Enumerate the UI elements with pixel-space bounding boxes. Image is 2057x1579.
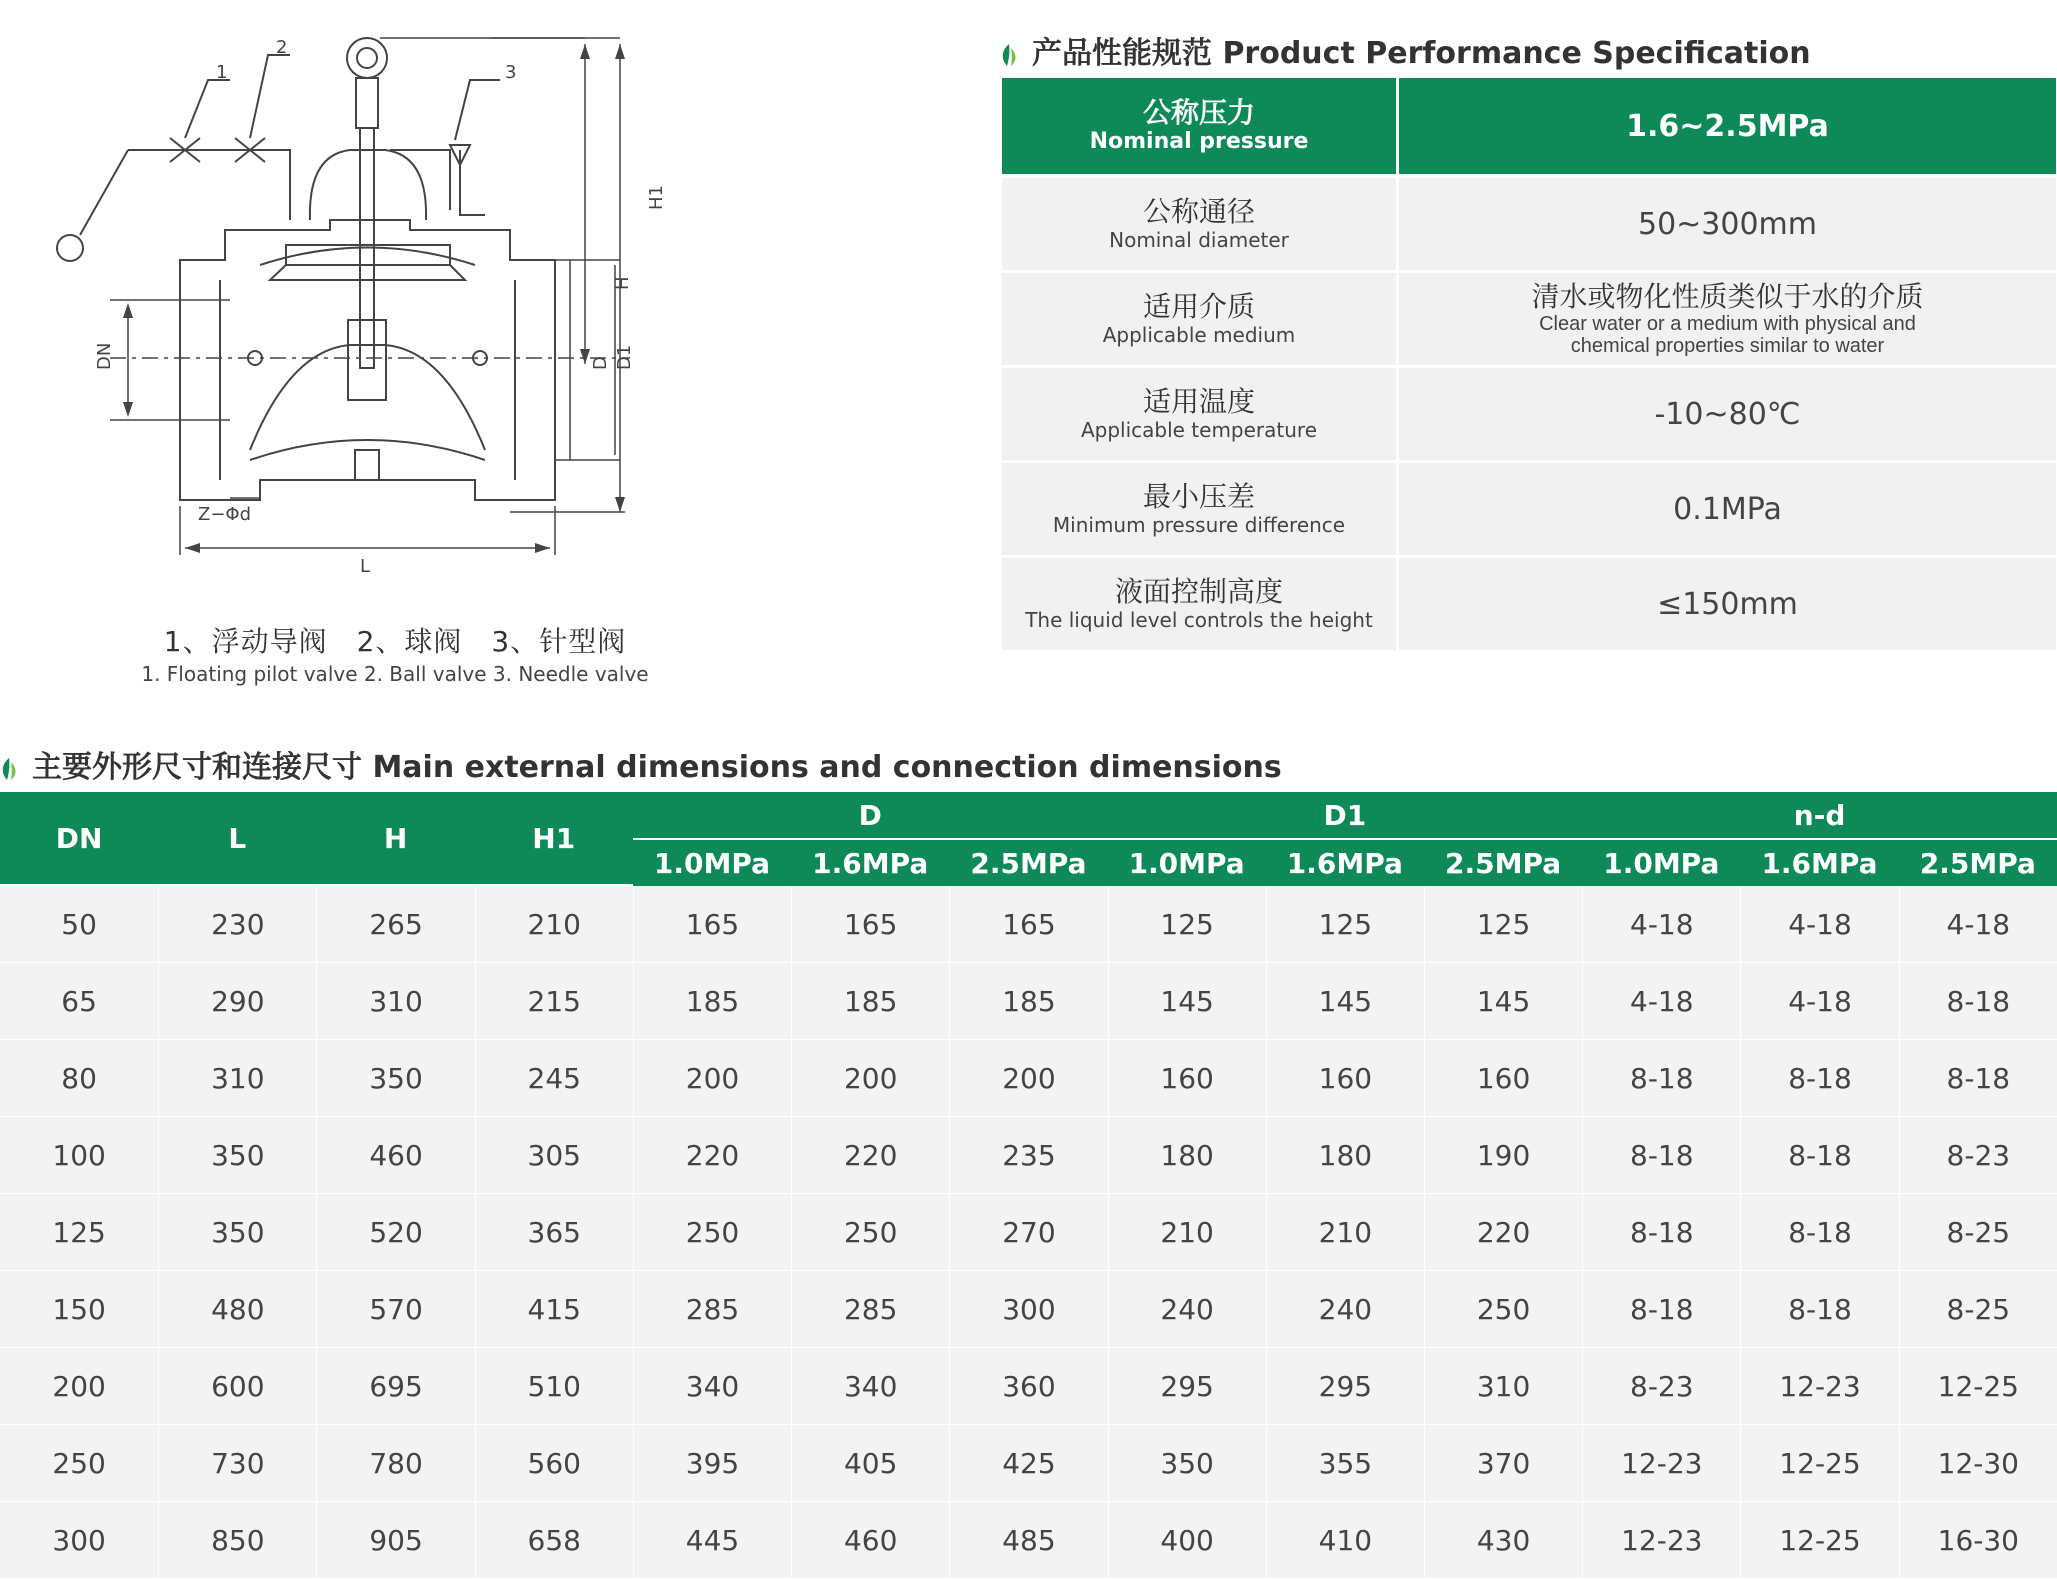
sub-header: 2.5MPa [1899,840,2057,886]
spec-label [1002,558,1396,650]
table-cell: 240 [1266,1271,1424,1348]
valve-body [180,220,555,500]
table-cell: 145 [1424,963,1582,1040]
table-cell: 210 [1266,1194,1424,1271]
table-cell: 360 [949,1348,1107,1425]
table-cell: 370 [1424,1425,1582,1502]
callout-2: 2 [276,37,288,58]
table-cell: 165 [791,886,949,963]
table-cell: 12-30 [1899,1425,2057,1502]
table-cell: 8-18 [1740,1271,1898,1348]
table-row [0,1117,2057,1194]
label-en: Nominal diameter [1109,228,1289,253]
table-cell: 100 [0,1117,158,1194]
dim-label-l: L [360,556,371,577]
spec-title-text: 产品性能规范 Product Performance Specification [1032,36,1811,71]
table-cell: 425 [949,1425,1107,1502]
table-cell: 185 [791,963,949,1040]
value-text: 0.1MPa [1673,491,1782,527]
table-cell: 200 [0,1348,158,1425]
lifting-ring [347,38,387,78]
table-cell: 8-18 [1740,1040,1898,1117]
table-cell: 160 [1108,1040,1266,1117]
dim-title-text: 主要外形尺寸和连接尺寸 Main external dimensions and connection dimensions [32,750,1282,785]
spec-value [1399,463,2056,555]
dimensions-table [0,792,2057,1579]
spec-label [1002,463,1396,555]
table-cell: 415 [475,1271,633,1348]
diagram-caption [120,620,670,686]
table-row [0,886,2057,963]
table-cell: 510 [475,1348,633,1425]
dim-label-d: D [590,356,611,370]
table-cell: 730 [158,1425,316,1502]
table-cell: 400 [1108,1502,1266,1579]
table-cell: 570 [316,1271,474,1348]
sub-header: 1.6MPa [791,840,949,886]
table-cell: 145 [1266,963,1424,1040]
table-cell: 4-18 [1740,963,1898,1040]
table-cell: 658 [475,1502,633,1579]
table-cell: 250 [633,1194,791,1271]
table-cell: 235 [949,1117,1107,1194]
table-cell: 210 [1108,1194,1266,1271]
group-n-d: n-d [1582,792,2057,840]
label-en: The liquid level controls the height [1025,608,1373,633]
value-en-line-2: chemical properties similar to water [1570,335,1885,358]
valve-drawing [50,20,750,590]
table-cell: 8-23 [1582,1348,1740,1425]
spec-value [1399,558,2056,650]
label-en: Minimum pressure difference [1052,513,1346,538]
table-cell: 215 [475,963,633,1040]
table-cell: 560 [475,1425,633,1502]
table-cell: 220 [791,1117,949,1194]
table-cell: 125 [1108,886,1266,963]
table-cell: 200 [791,1040,949,1117]
dim-label-z-d: Z−Φd [198,504,252,525]
table-cell: 8-18 [1582,1194,1740,1271]
spec-row [1002,273,2056,365]
table-cell: 12-23 [1582,1425,1740,1502]
table-cell: 220 [1424,1194,1582,1271]
spec-row [1002,463,2056,555]
table-cell: 185 [949,963,1107,1040]
group-d1: D1 [1108,792,1583,840]
table-cell: 8-18 [1899,1040,2057,1117]
spec-table [1002,78,2056,653]
sub-header: 1.6MPa [1266,840,1424,886]
group-d: D [633,792,1108,840]
table-cell: 480 [158,1271,316,1348]
table-cell: 250 [791,1194,949,1271]
table-cell: 245 [475,1040,633,1117]
table-cell: 300 [949,1271,1107,1348]
col-h1: H1 [475,792,633,886]
table-cell: 8-18 [1582,1040,1740,1117]
table-cell: 16-30 [1899,1502,2057,1579]
table-cell: 905 [316,1502,474,1579]
table-cell: 485 [949,1502,1107,1579]
table-cell: 50 [0,886,158,963]
table-cell: 165 [633,886,791,963]
table-cell: 4-18 [1899,886,2057,963]
value-text: 1.6~2.5MPa [1626,108,1829,144]
table-cell: 285 [791,1271,949,1348]
table-cell: 145 [1108,963,1266,1040]
table-cell: 8-18 [1740,1194,1898,1271]
table-cell: 310 [1424,1348,1582,1425]
table-cell: 185 [633,963,791,1040]
spec-value [1399,368,2056,460]
label-cn: 适用温度 [1142,384,1255,418]
table-cell: 200 [633,1040,791,1117]
table-cell: 8-18 [1582,1271,1740,1348]
table-cell: 150 [0,1271,158,1348]
col-h: H [316,792,474,886]
table-cell: 200 [949,1040,1107,1117]
label-cn: 适用介质 [1142,289,1255,323]
table-cell: 295 [1108,1348,1266,1425]
table-cell: 445 [633,1502,791,1579]
table-cell: 8-25 [1899,1271,2057,1348]
value-cn: 清水或物化性质类似于水的介质 [1531,279,1924,313]
table-cell: 180 [1108,1117,1266,1194]
dim-section-title [0,742,1282,786]
table-cell: 8-25 [1899,1194,2057,1271]
table-cell: 340 [791,1348,949,1425]
table-cell: 270 [949,1194,1107,1271]
table-row [0,1425,2057,1502]
table-cell: 780 [316,1425,474,1502]
table-cell: 365 [475,1194,633,1271]
table-cell: 350 [158,1117,316,1194]
value-text: ≤150mm [1657,586,1798,622]
value-text: 50~300mm [1637,206,1818,242]
table-row [0,1502,2057,1579]
sub-header: 1.6MPa [1740,840,1898,886]
spec-header-row [1002,78,2056,174]
col-dn: DN [0,792,158,886]
table-cell: 160 [1424,1040,1582,1117]
spec-header-label [1002,78,1396,174]
dim-label-h1: H1 [646,185,667,210]
float-ball [57,235,83,261]
table-row [0,1271,2057,1348]
table-cell: 350 [1108,1425,1266,1502]
callout-1: 1 [216,62,228,83]
sub-header: 1.0MPa [1108,840,1266,886]
table-cell: 180 [1266,1117,1424,1194]
table-cell: 125 [1266,886,1424,963]
value-text: -10~80℃ [1654,396,1801,432]
table-cell: 695 [316,1348,474,1425]
table-cell: 250 [0,1425,158,1502]
dim-label-d1: D1 [614,344,635,370]
table-cell: 12-25 [1899,1348,2057,1425]
table-cell: 8-18 [1740,1117,1898,1194]
label-en: Applicable temperature [1080,418,1318,443]
table-cell: 8-23 [1899,1117,2057,1194]
label-cn: 公称压力 [1142,95,1255,129]
spec-section-title [1000,28,1811,72]
table-cell: 430 [1424,1502,1582,1579]
table-row [0,1194,2057,1271]
label-cn: 最小压差 [1142,479,1255,513]
table-cell: 165 [949,886,1107,963]
table-cell: 125 [1424,886,1582,963]
label-cn: 液面控制高度 [1114,574,1283,608]
table-row [0,1348,2057,1425]
spec-label [1002,178,1396,270]
sub-header: 1.0MPa [633,840,791,886]
sub-header: 2.5MPa [1424,840,1582,886]
table-cell: 460 [791,1502,949,1579]
dim-label-dn: DN [94,342,115,370]
table-cell: 160 [1266,1040,1424,1117]
table-cell: 350 [158,1194,316,1271]
spec-value [1399,273,2056,365]
table-cell: 210 [475,886,633,963]
label-en: Applicable medium [1102,323,1296,348]
table-cell: 600 [158,1348,316,1425]
spec-value [1399,178,2056,270]
table-cell: 12-23 [1740,1348,1898,1425]
spec-row [1002,368,2056,460]
table-cell: 12-25 [1740,1502,1898,1579]
table-cell: 250 [1424,1271,1582,1348]
table-cell: 190 [1424,1117,1582,1194]
col-l: L [158,792,316,886]
table-cell: 285 [633,1271,791,1348]
sub-header: 1.0MPa [1582,840,1740,886]
table-cell: 230 [158,886,316,963]
table-cell: 65 [0,963,158,1040]
table-row [0,963,2057,1040]
table-cell: 340 [633,1348,791,1425]
table-cell: 405 [791,1425,949,1502]
bonnet [310,150,426,220]
table-cell: 850 [158,1502,316,1579]
header-row-group [0,792,2057,840]
table-cell: 265 [316,886,474,963]
table-cell: 300 [0,1502,158,1579]
table-cell: 4-18 [1582,963,1740,1040]
dimensions-body [0,886,2057,1579]
table-cell: 4-18 [1740,886,1898,963]
table-cell: 12-23 [1582,1502,1740,1579]
table-cell: 395 [633,1425,791,1502]
table-row [0,1040,2057,1117]
table-cell: 125 [0,1194,158,1271]
sub-header: 2.5MPa [949,840,1107,886]
table-cell: 4-18 [1582,886,1740,963]
table-cell: 240 [1108,1271,1266,1348]
label-cn: 公称通径 [1142,194,1255,228]
value-en-line-1: Clear water or a medium with physical and [1539,313,1916,336]
table-cell: 220 [633,1117,791,1194]
table-cell: 310 [316,963,474,1040]
spec-label [1002,273,1396,365]
table-cell: 295 [1266,1348,1424,1425]
caption-cn: 1、浮动导阀 2、球阀 3、针型阀 [163,625,627,658]
table-cell: 290 [158,963,316,1040]
table-cell: 410 [1266,1502,1424,1579]
table-cell: 8-18 [1899,963,2057,1040]
table-cell: 80 [0,1040,158,1117]
table-cell: 310 [158,1040,316,1117]
table-cell: 520 [316,1194,474,1271]
spec-header-value [1399,78,2056,174]
leaf-icon [0,757,18,781]
spec-row [1002,178,2056,270]
table-cell: 350 [316,1040,474,1117]
table-cell: 12-25 [1740,1425,1898,1502]
table-cell: 8-18 [1582,1117,1740,1194]
label-en: Nominal pressure [1089,128,1309,154]
spec-label [1002,368,1396,460]
table-cell: 355 [1266,1425,1424,1502]
spec-row [1002,558,2056,650]
callout-3: 3 [505,62,517,83]
leaf-icon [1000,43,1018,67]
table-cell: 305 [475,1117,633,1194]
dim-label-h: H [612,276,633,290]
table-cell: 460 [316,1117,474,1194]
caption-en: 1. Floating pilot valve 2. Ball valve 3. Needle valve [141,662,649,686]
